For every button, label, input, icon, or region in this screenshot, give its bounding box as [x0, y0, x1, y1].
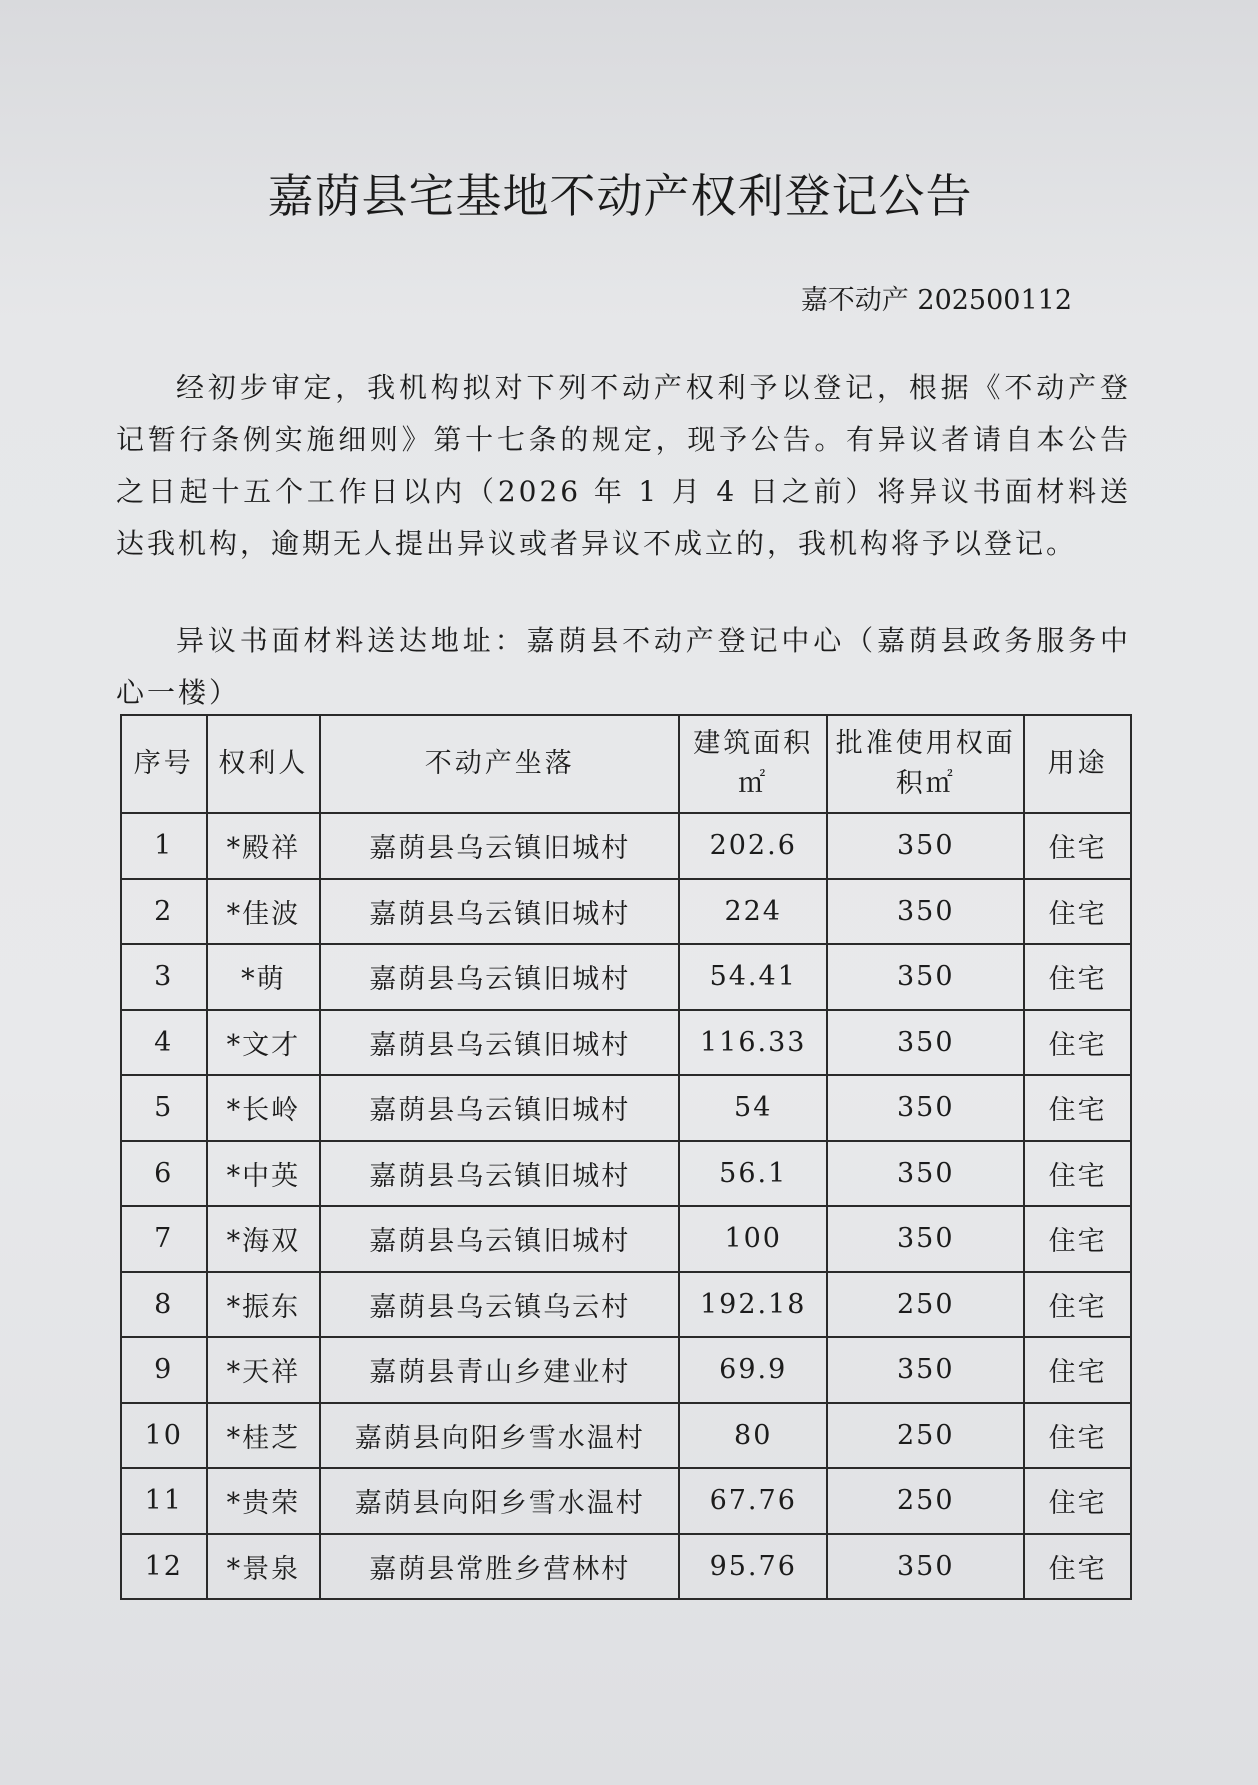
cell-building-area: 67.76	[679, 1468, 827, 1534]
cell-land-area: 350	[827, 879, 1024, 945]
table-row	[121, 879, 1131, 945]
cell-owner: *佳波	[207, 879, 321, 945]
cell-owner: *长岭	[207, 1075, 321, 1141]
table-row	[121, 813, 1131, 879]
cell-use: 住宅	[1024, 1403, 1131, 1469]
cell-owner: *景泉	[207, 1534, 321, 1600]
table-row	[121, 944, 1131, 1010]
cell-owner: *海双	[207, 1206, 321, 1272]
cell-use: 住宅	[1024, 879, 1131, 945]
cell-no: 4	[121, 1010, 207, 1076]
cell-no: 7	[121, 1206, 207, 1272]
cell-owner: *天祥	[207, 1337, 321, 1403]
header-land-area: 批准使用权面积㎡	[827, 715, 1024, 813]
notice-paragraph: 经初步审定，我机构拟对下列不动产权利予以登记，根据《不动产登记暂行条例实施细则》第十七条的规定，现予公告。有异议者请自本公告之日起十五个工作日以内（2026 年 1 月 4 日之前）将异议书面材料送达我机构，逾期无人提出异议或者异议不成立的，我机构将予以登记。	[116, 371, 1131, 560]
cell-building-area: 54	[679, 1075, 827, 1141]
cell-use: 住宅	[1024, 1141, 1131, 1207]
cell-building-area: 56.1	[679, 1141, 827, 1207]
cell-use: 住宅	[1024, 1468, 1131, 1534]
cell-no: 5	[121, 1075, 207, 1141]
cell-land-area: 350	[827, 1010, 1024, 1076]
cell-no: 9	[121, 1337, 207, 1403]
cell-land-area: 350	[827, 813, 1024, 879]
cell-building-area: 95.76	[679, 1534, 827, 1600]
notice-title: 嘉荫县宅基地不动产权利登记公告	[267, 169, 973, 223]
cell-location: 嘉荫县乌云镇旧城村	[320, 1141, 679, 1207]
cell-location: 嘉荫县青山乡建业村	[320, 1337, 679, 1403]
cell-no: 10	[121, 1403, 207, 1469]
cell-land-area: 350	[827, 1206, 1024, 1272]
header-use: 用途	[1024, 715, 1131, 813]
cell-no: 12	[121, 1534, 207, 1600]
cell-use: 住宅	[1024, 1075, 1131, 1141]
cell-land-area: 350	[827, 1337, 1024, 1403]
cell-owner: *文才	[207, 1010, 321, 1076]
cell-location: 嘉荫县乌云镇旧城村	[320, 1010, 679, 1076]
cell-use: 住宅	[1024, 1272, 1131, 1338]
cell-no: 11	[121, 1468, 207, 1534]
cell-use: 住宅	[1024, 1534, 1131, 1600]
table-row	[121, 1206, 1131, 1272]
cell-building-area: 224	[679, 879, 827, 945]
cell-building-area: 192.18	[679, 1272, 827, 1338]
cell-no: 3	[121, 944, 207, 1010]
cell-building-area: 116.33	[679, 1010, 827, 1076]
cell-owner: *中英	[207, 1141, 321, 1207]
cell-owner: *振东	[207, 1272, 321, 1338]
cell-location: 嘉荫县乌云镇旧城村	[320, 1075, 679, 1141]
header-building-area: 建筑面积㎡	[679, 715, 827, 813]
cell-land-area: 250	[827, 1272, 1024, 1338]
cell-building-area: 69.9	[679, 1337, 827, 1403]
cell-building-area: 100	[679, 1206, 827, 1272]
objection-address-paragraph: 异议书面材料送达地址：嘉荫县不动产登记中心（嘉荫县政务服务中心一楼）	[116, 624, 1131, 709]
cell-no: 2	[121, 879, 207, 945]
cell-owner: *贵荣	[207, 1468, 321, 1534]
cell-location: 嘉荫县乌云镇旧城村	[320, 944, 679, 1010]
cell-location: 嘉荫县乌云镇旧城村	[320, 813, 679, 879]
cell-land-area: 350	[827, 1534, 1024, 1600]
cell-use: 住宅	[1024, 813, 1131, 879]
table-row	[121, 1010, 1131, 1076]
cell-location: 嘉荫县向阳乡雪水温村	[320, 1468, 679, 1534]
table-row	[121, 1272, 1131, 1338]
cell-use: 住宅	[1024, 1337, 1131, 1403]
cell-location: 嘉荫县常胜乡营林村	[320, 1534, 679, 1600]
table-row	[121, 1468, 1131, 1534]
cell-owner: *萌	[207, 944, 321, 1010]
header-owner: 权利人	[207, 715, 321, 813]
cell-land-area: 250	[827, 1403, 1024, 1469]
cell-no: 1	[121, 813, 207, 879]
registration-table	[120, 714, 1132, 1600]
header-location: 不动产坐落	[320, 715, 679, 813]
table-row	[121, 1337, 1131, 1403]
table-row	[121, 1141, 1131, 1207]
cell-no: 8	[121, 1272, 207, 1338]
cell-land-area: 350	[827, 944, 1024, 1010]
document-number: 嘉不动产 202500112	[800, 285, 1072, 316]
cell-use: 住宅	[1024, 1010, 1131, 1076]
cell-location: 嘉荫县向阳乡雪水温村	[320, 1403, 679, 1469]
table-row	[121, 1403, 1131, 1469]
cell-building-area: 80	[679, 1403, 827, 1469]
cell-building-area: 54.41	[679, 944, 827, 1010]
cell-location: 嘉荫县乌云镇旧城村	[320, 1206, 679, 1272]
cell-no: 6	[121, 1141, 207, 1207]
cell-use: 住宅	[1024, 1206, 1131, 1272]
cell-location: 嘉荫县乌云镇旧城村	[320, 879, 679, 945]
table-header-row	[121, 715, 1131, 813]
table-row	[121, 1534, 1131, 1600]
table-body	[121, 813, 1131, 1599]
cell-land-area: 350	[827, 1141, 1024, 1207]
cell-land-area: 250	[827, 1468, 1024, 1534]
cell-owner: *殿祥	[207, 813, 321, 879]
table-row	[121, 1075, 1131, 1141]
cell-owner: *桂芝	[207, 1403, 321, 1469]
cell-building-area: 202.6	[679, 813, 827, 879]
cell-location: 嘉荫县乌云镇乌云村	[320, 1272, 679, 1338]
cell-use: 住宅	[1024, 944, 1131, 1010]
header-no: 序号	[121, 715, 207, 813]
cell-land-area: 350	[827, 1075, 1024, 1141]
